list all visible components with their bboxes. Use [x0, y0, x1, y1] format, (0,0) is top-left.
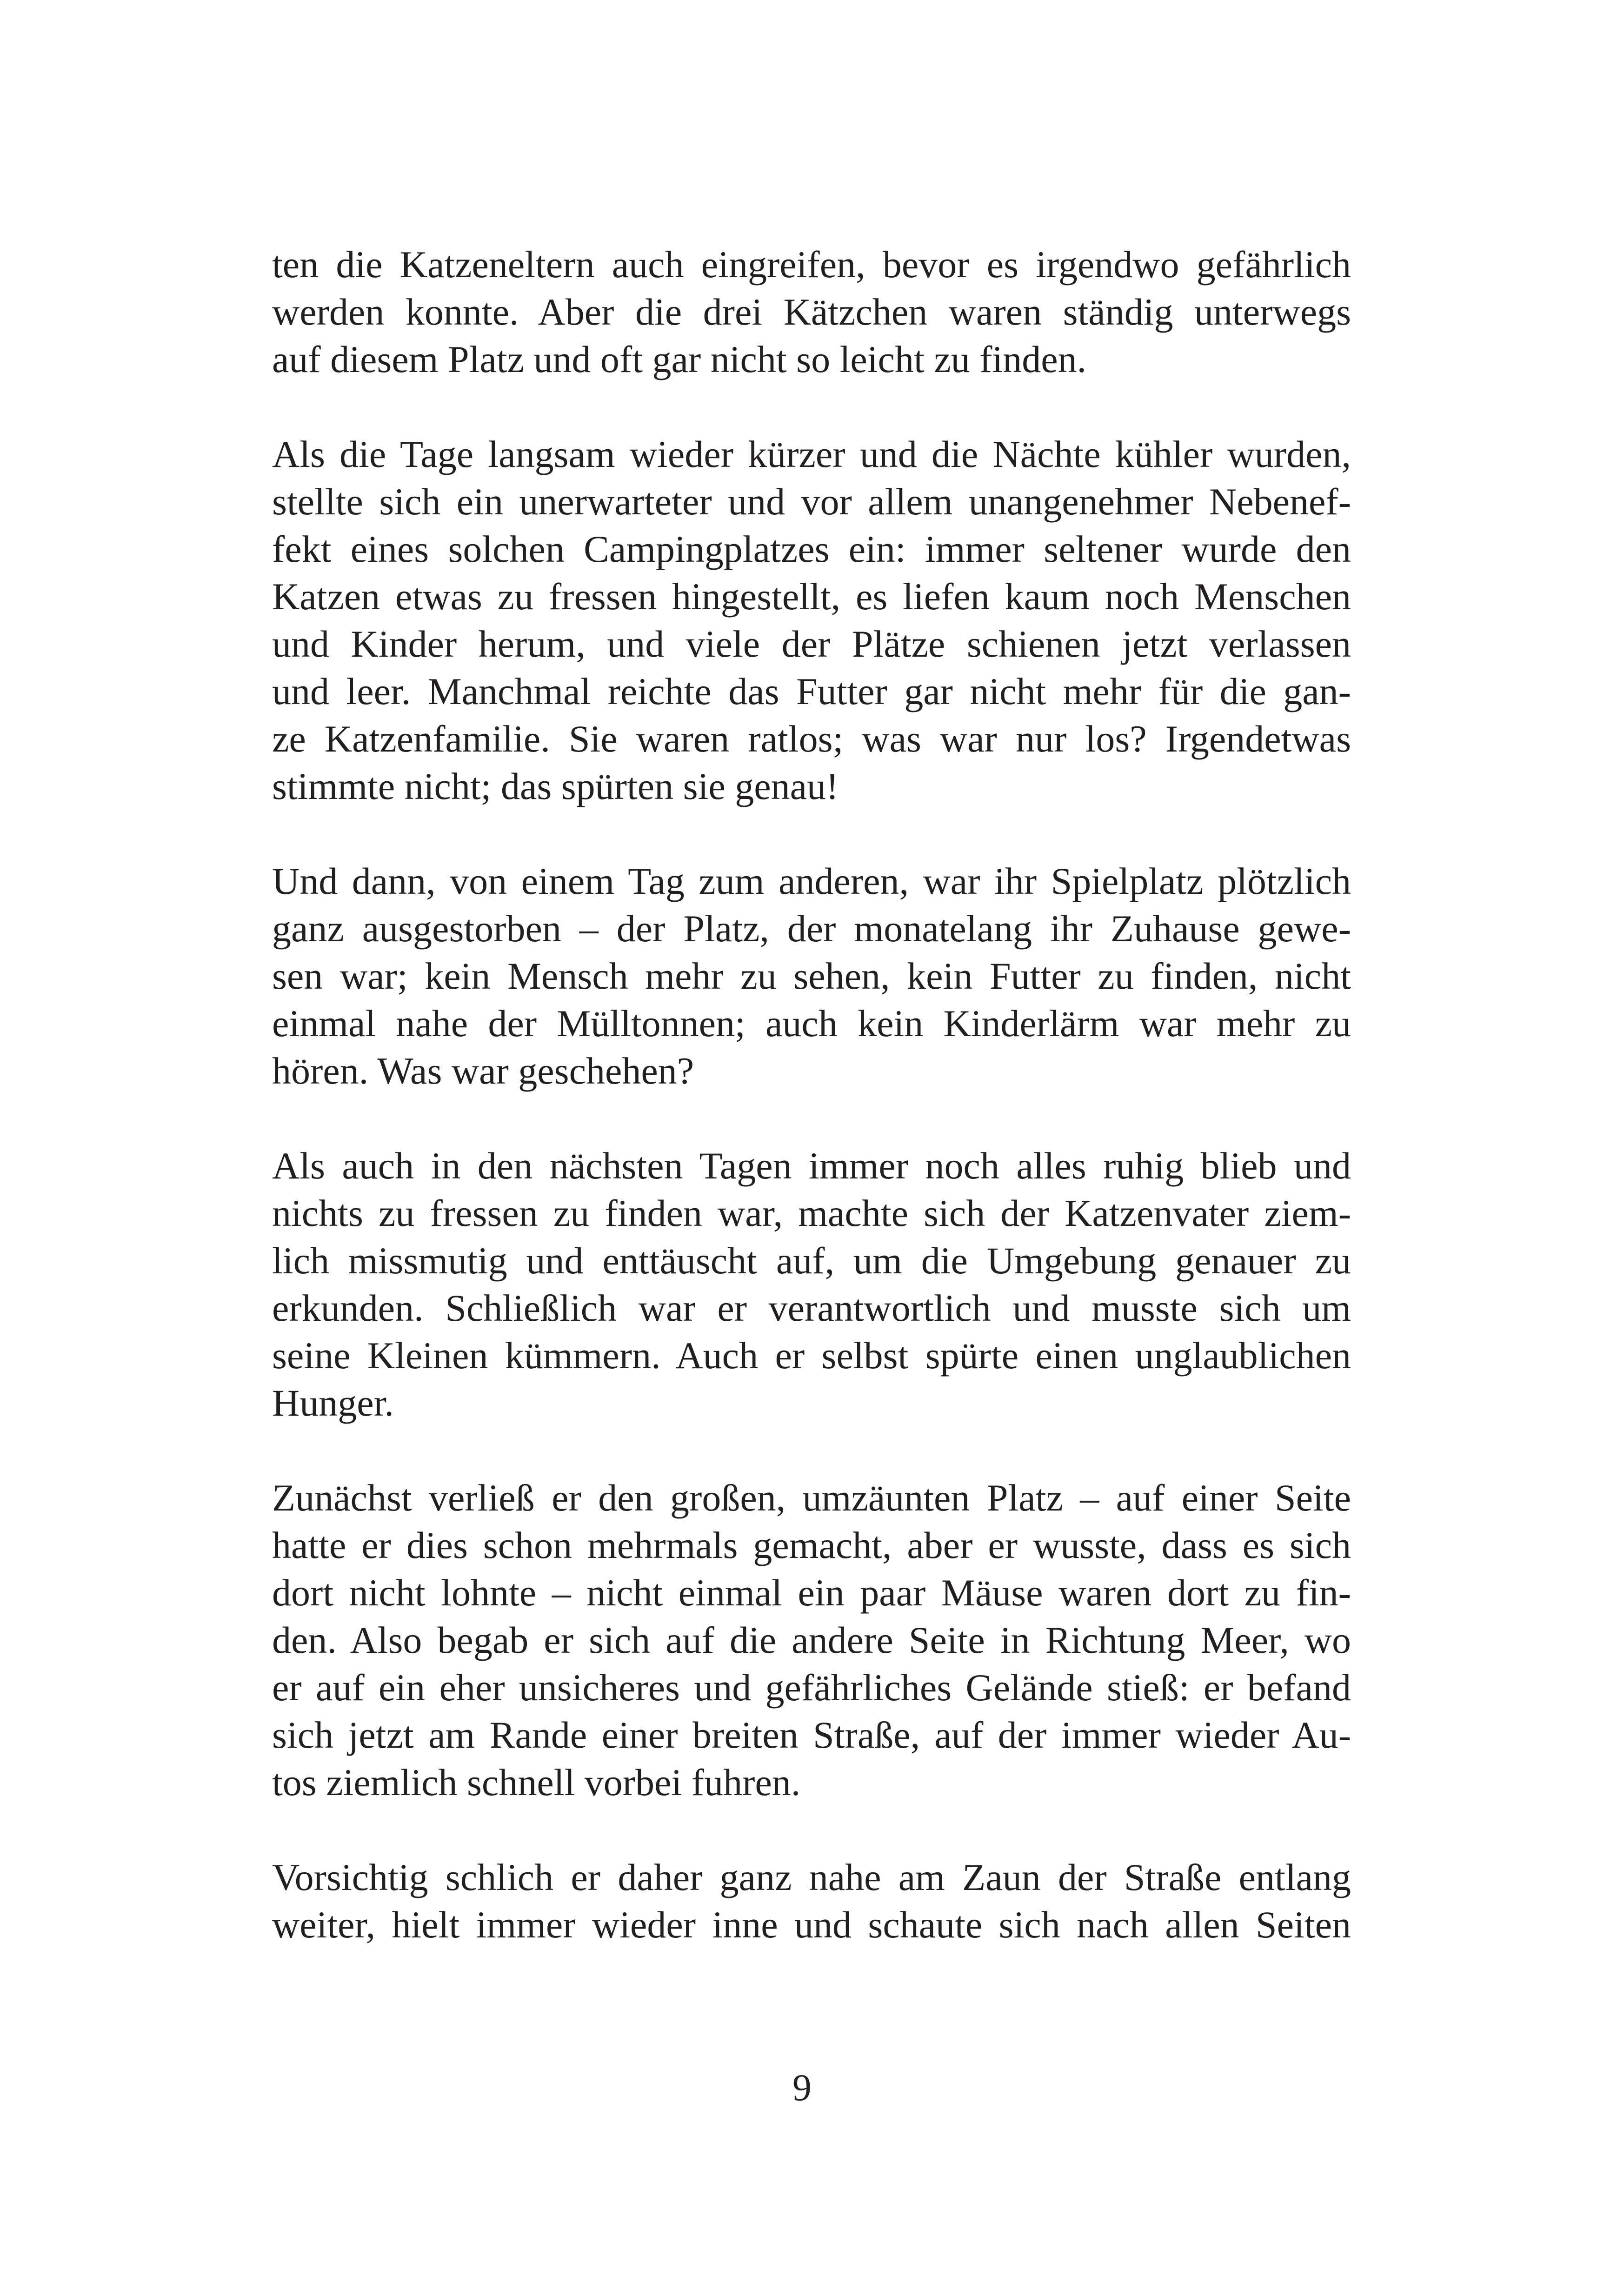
text-line: lich missmutig und enttäuscht auf, um die Umgebung genauer zu — [272, 1239, 1351, 1282]
text-line: ze Katzenfamilie. Sie waren ratlos; was war nur los? Irgendetwas — [272, 718, 1351, 760]
text-line: einmal nahe der Mülltonnen; auch kein Kinderlärm war mehr zu — [272, 1002, 1351, 1045]
text-line: hatte er dies schon mehrmals gemacht, aber er wusste, dass es sich — [272, 1524, 1351, 1566]
text-line: ten die Katzeneltern auch eingreifen, bevor es irgendwo gefährlich — [272, 243, 1351, 286]
paragraph — [272, 241, 1351, 383]
body-text — [272, 241, 1351, 1949]
text-line: auf diesem Platz und oft gar nicht so leicht zu finden. — [272, 338, 1087, 380]
text-line: den. Also begab er sich auf die andere Seite in Richtung Meer, wo — [272, 1619, 1351, 1661]
text-line: ganz ausgestorben – der Platz, der monatelang ihr Zuhause gewe- — [272, 907, 1351, 950]
paragraph — [272, 1854, 1351, 1949]
paragraph — [272, 1474, 1351, 1806]
text-line: Als die Tage langsam wieder kürzer und die Nächte kühler wurden, — [272, 433, 1351, 475]
text-line: seine Kleinen kümmern. Auch er selbst spürte einen unglaublichen — [272, 1334, 1351, 1377]
paragraph — [272, 858, 1351, 1095]
text-line: weiter, hielt immer wieder inne und schaute sich nach allen Seiten — [272, 1903, 1351, 1946]
text-line: sen war; kein Mensch mehr zu sehen, kein Futter zu finden, nicht — [272, 955, 1351, 997]
text-line: Und dann, von einem Tag zum anderen, war ihr Spielplatz plötzlich — [272, 860, 1351, 902]
text-line: nichts zu fressen zu finden war, machte sich der Katzenvater ziem- — [272, 1192, 1351, 1234]
text-line: Hunger. — [272, 1382, 394, 1424]
text-line: stellte sich ein unerwarteter und vor allem unangenehmer Nebenef- — [272, 480, 1351, 523]
text-line: Katzen etwas zu fressen hingestellt, es liefen kaum noch Menschen — [272, 575, 1351, 618]
text-line: tos ziemlich schnell vorbei fuhren. — [272, 1761, 801, 1804]
page-number: 9 — [792, 2066, 812, 2109]
text-line: fekt eines solchen Campingplatzes ein: immer seltener wurde den — [272, 528, 1351, 570]
text-line: stimmte nicht; das spürten sie genau! — [272, 765, 839, 807]
text-line: Als auch in den nächsten Tagen immer noch alles ruhig blieb und — [272, 1145, 1351, 1187]
text-line: er auf ein eher unsicheres und gefährliches Gelände stieß: er befand — [272, 1666, 1351, 1709]
text-line: werden konnte. Aber die drei Kätzchen waren ständig unterwegs — [272, 291, 1351, 333]
text-line: erkunden. Schließlich war er verantwortlich und musste sich um — [272, 1287, 1351, 1329]
text-line: Vorsichtig schlich er daher ganz nahe am Zaun der Straße entlang — [272, 1856, 1351, 1898]
text-line: Zunächst verließ er den großen, umzäunten Platz – auf einer Seite — [272, 1477, 1351, 1519]
text-line: und Kinder herum, und viele der Plätze schienen jetzt verlassen — [272, 623, 1351, 665]
paragraph — [272, 1142, 1351, 1427]
text-line: dort nicht lohnte – nicht einmal ein paar Mäuse waren dort zu fin- — [272, 1571, 1351, 1614]
text-line: hören. Was war geschehen? — [272, 1050, 694, 1092]
paragraph — [272, 431, 1351, 810]
text-line: und leer. Manchmal reichte das Futter gar nicht mehr für die gan- — [272, 670, 1351, 712]
text-line: sich jetzt am Rande einer breiten Straße, auf der immer wieder Au- — [272, 1714, 1351, 1756]
